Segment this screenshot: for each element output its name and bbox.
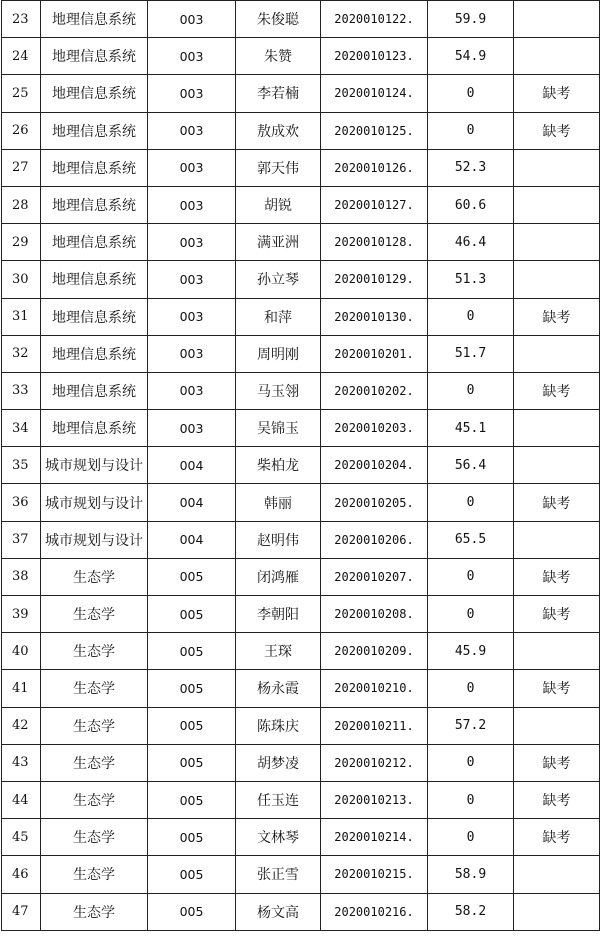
student-name-cell: 王琛 — [236, 633, 321, 670]
subject-code-cell: 005 — [148, 856, 236, 893]
remark-cell: 缺考 — [514, 298, 600, 335]
remark-cell: 缺考 — [514, 744, 600, 781]
row-index-cell: 29 — [2, 224, 41, 261]
subject-code-cell: 004 — [148, 447, 236, 484]
student-name-cell: 郭天伟 — [236, 149, 321, 186]
table-row — [2, 298, 600, 335]
table-row — [2, 484, 600, 521]
exam-ticket-cell: 2020010124. — [321, 75, 428, 112]
subject-cell: 生态学 — [41, 893, 148, 930]
subject-cell: 生态学 — [41, 633, 148, 670]
table-row — [2, 149, 600, 186]
exam-ticket-cell: 2020010213. — [321, 781, 428, 818]
exam-ticket-cell: 2020010202. — [321, 372, 428, 409]
score-cell: 52.3 — [428, 149, 514, 186]
exam-ticket-cell: 2020010207. — [321, 558, 428, 595]
row-index-cell: 35 — [2, 447, 41, 484]
exam-ticket-cell: 2020010130. — [321, 298, 428, 335]
row-index-cell: 33 — [2, 372, 41, 409]
row-index-cell: 44 — [2, 781, 41, 818]
table-row — [2, 856, 600, 893]
remark-cell: 缺考 — [514, 819, 600, 856]
remark-cell — [514, 1, 600, 38]
row-index-cell: 34 — [2, 410, 41, 447]
row-index-cell: 26 — [2, 112, 41, 149]
student-name-cell: 和萍 — [236, 298, 321, 335]
subject-cell: 地理信息系统 — [41, 224, 148, 261]
remark-cell — [514, 410, 600, 447]
student-name-cell: 文林琴 — [236, 819, 321, 856]
exam-ticket-cell: 2020010216. — [321, 893, 428, 930]
row-index-cell: 25 — [2, 75, 41, 112]
student-name-cell: 朱赞 — [236, 38, 321, 75]
exam-ticket-cell: 2020010125. — [321, 112, 428, 149]
remark-cell — [514, 224, 600, 261]
subject-cell: 地理信息系统 — [41, 298, 148, 335]
student-name-cell: 胡梦凌 — [236, 744, 321, 781]
table-row — [2, 521, 600, 558]
student-name-cell: 胡锐 — [236, 186, 321, 223]
row-index-cell: 47 — [2, 893, 41, 930]
subject-code-cell: 003 — [148, 261, 236, 298]
score-cell: 0 — [428, 558, 514, 595]
score-cell: 0 — [428, 744, 514, 781]
row-index-cell: 41 — [2, 670, 41, 707]
subject-cell: 地理信息系统 — [41, 186, 148, 223]
exam-ticket-cell: 2020010127. — [321, 186, 428, 223]
score-cell: 45.9 — [428, 633, 514, 670]
subject-code-cell: 003 — [148, 372, 236, 409]
subject-code-cell: 005 — [148, 670, 236, 707]
subject-code-cell: 003 — [148, 410, 236, 447]
table-row — [2, 261, 600, 298]
row-index-cell: 30 — [2, 261, 41, 298]
student-name-cell: 李若楠 — [236, 75, 321, 112]
student-name-cell: 柴柏龙 — [236, 447, 321, 484]
student-name-cell: 周明刚 — [236, 335, 321, 372]
remark-cell — [514, 149, 600, 186]
remark-cell — [514, 261, 600, 298]
subject-code-cell: 004 — [148, 484, 236, 521]
student-name-cell: 韩丽 — [236, 484, 321, 521]
table-row — [2, 744, 600, 781]
exam-ticket-cell: 2020010214. — [321, 819, 428, 856]
student-name-cell: 闭鸿雁 — [236, 558, 321, 595]
subject-code-cell: 005 — [148, 819, 236, 856]
score-cell: 54.9 — [428, 38, 514, 75]
subject-cell: 地理信息系统 — [41, 112, 148, 149]
row-index-cell: 39 — [2, 596, 41, 633]
remark-cell: 缺考 — [514, 372, 600, 409]
row-index-cell: 28 — [2, 186, 41, 223]
subject-cell: 城市规划与设计 — [41, 521, 148, 558]
row-index-cell: 37 — [2, 521, 41, 558]
remark-cell — [514, 521, 600, 558]
subject-code-cell: 003 — [148, 1, 236, 38]
remark-cell — [514, 893, 600, 930]
subject-code-cell: 005 — [148, 781, 236, 818]
subject-code-cell: 003 — [148, 224, 236, 261]
row-index-cell: 27 — [2, 149, 41, 186]
subject-code-cell: 003 — [148, 298, 236, 335]
row-index-cell: 42 — [2, 707, 41, 744]
student-name-cell: 杨文高 — [236, 893, 321, 930]
row-index-cell: 31 — [2, 298, 41, 335]
table-row — [2, 447, 600, 484]
score-cell: 65.5 — [428, 521, 514, 558]
score-cell: 0 — [428, 484, 514, 521]
subject-cell: 地理信息系统 — [41, 75, 148, 112]
exam-ticket-cell: 2020010208. — [321, 596, 428, 633]
score-cell: 0 — [428, 781, 514, 818]
table-row — [2, 224, 600, 261]
subject-cell: 地理信息系统 — [41, 1, 148, 38]
exam-ticket-cell: 2020010201. — [321, 335, 428, 372]
subject-cell: 生态学 — [41, 596, 148, 633]
remark-cell: 缺考 — [514, 112, 600, 149]
student-name-cell: 陈珠庆 — [236, 707, 321, 744]
subject-code-cell: 004 — [148, 521, 236, 558]
exam-ticket-cell: 2020010211. — [321, 707, 428, 744]
student-name-cell: 孙立琴 — [236, 261, 321, 298]
score-cell: 51.3 — [428, 261, 514, 298]
row-index-cell: 45 — [2, 819, 41, 856]
student-name-cell: 满亚洲 — [236, 224, 321, 261]
subject-code-cell: 005 — [148, 893, 236, 930]
exam-ticket-cell: 2020010129. — [321, 261, 428, 298]
score-cell: 46.4 — [428, 224, 514, 261]
row-index-cell: 38 — [2, 558, 41, 595]
table-row — [2, 781, 600, 818]
score-cell: 60.6 — [428, 186, 514, 223]
subject-cell: 生态学 — [41, 670, 148, 707]
subject-code-cell: 005 — [148, 596, 236, 633]
score-cell: 56.4 — [428, 447, 514, 484]
subject-cell: 生态学 — [41, 856, 148, 893]
remark-cell — [514, 707, 600, 744]
subject-code-cell: 003 — [148, 112, 236, 149]
subject-cell: 地理信息系统 — [41, 335, 148, 372]
subject-code-cell: 005 — [148, 558, 236, 595]
subject-code-cell: 005 — [148, 744, 236, 781]
subject-cell: 生态学 — [41, 558, 148, 595]
table-row — [2, 75, 600, 112]
row-index-cell: 43 — [2, 744, 41, 781]
score-cell: 0 — [428, 75, 514, 112]
table-row — [2, 558, 600, 595]
row-index-cell: 36 — [2, 484, 41, 521]
score-cell: 0 — [428, 372, 514, 409]
table-row — [2, 112, 600, 149]
exam-ticket-cell: 2020010203. — [321, 410, 428, 447]
table-row — [2, 633, 600, 670]
subject-code-cell: 003 — [148, 186, 236, 223]
subject-code-cell: 005 — [148, 633, 236, 670]
table-row — [2, 335, 600, 372]
remark-cell: 缺考 — [514, 484, 600, 521]
subject-cell: 城市规划与设计 — [41, 484, 148, 521]
score-cell: 59.9 — [428, 1, 514, 38]
remark-cell — [514, 186, 600, 223]
remark-cell: 缺考 — [514, 596, 600, 633]
row-index-cell: 32 — [2, 335, 41, 372]
subject-cell: 城市规划与设计 — [41, 447, 148, 484]
subject-code-cell: 003 — [148, 149, 236, 186]
exam-ticket-cell: 2020010206. — [321, 521, 428, 558]
exam-ticket-cell: 2020010128. — [321, 224, 428, 261]
table-row — [2, 819, 600, 856]
table-row — [2, 670, 600, 707]
subject-cell: 生态学 — [41, 744, 148, 781]
remark-cell — [514, 856, 600, 893]
row-index-cell: 24 — [2, 38, 41, 75]
student-name-cell: 杨永霞 — [236, 670, 321, 707]
score-cell: 0 — [428, 819, 514, 856]
student-name-cell: 吴锦玉 — [236, 410, 321, 447]
remark-cell: 缺考 — [514, 670, 600, 707]
subject-cell: 地理信息系统 — [41, 410, 148, 447]
subject-cell: 地理信息系统 — [41, 261, 148, 298]
exam-ticket-cell: 2020010123. — [321, 38, 428, 75]
remark-cell — [514, 447, 600, 484]
table-row — [2, 1, 600, 38]
exam-ticket-cell: 2020010122. — [321, 1, 428, 38]
score-cell: 58.9 — [428, 856, 514, 893]
score-cell: 45.1 — [428, 410, 514, 447]
exam-ticket-cell: 2020010209. — [321, 633, 428, 670]
score-cell: 0 — [428, 298, 514, 335]
row-index-cell: 46 — [2, 856, 41, 893]
remark-cell: 缺考 — [514, 558, 600, 595]
subject-code-cell: 003 — [148, 38, 236, 75]
score-cell: 0 — [428, 670, 514, 707]
score-cell: 51.7 — [428, 335, 514, 372]
subject-code-cell: 003 — [148, 335, 236, 372]
remark-cell: 缺考 — [514, 781, 600, 818]
remark-cell — [514, 38, 600, 75]
student-name-cell: 任玉连 — [236, 781, 321, 818]
remark-cell — [514, 633, 600, 670]
subject-cell: 地理信息系统 — [41, 149, 148, 186]
table-row — [2, 410, 600, 447]
remark-cell: 缺考 — [514, 75, 600, 112]
score-cell: 0 — [428, 112, 514, 149]
score-cell: 0 — [428, 596, 514, 633]
student-name-cell: 马玉翎 — [236, 372, 321, 409]
table-row — [2, 186, 600, 223]
row-index-cell: 40 — [2, 633, 41, 670]
subject-code-cell: 005 — [148, 707, 236, 744]
score-cell: 57.2 — [428, 707, 514, 744]
exam-ticket-cell: 2020010205. — [321, 484, 428, 521]
subject-cell: 生态学 — [41, 707, 148, 744]
table-body — [2, 1, 600, 931]
exam-ticket-cell: 2020010126. — [321, 149, 428, 186]
student-name-cell: 敖成欢 — [236, 112, 321, 149]
score-cell: 58.2 — [428, 893, 514, 930]
exam-ticket-cell: 2020010204. — [321, 447, 428, 484]
remark-cell — [514, 335, 600, 372]
exam-ticket-cell: 2020010215. — [321, 856, 428, 893]
exam-ticket-cell: 2020010212. — [321, 744, 428, 781]
subject-cell: 生态学 — [41, 819, 148, 856]
row-index-cell: 23 — [2, 1, 41, 38]
subject-code-cell: 003 — [148, 75, 236, 112]
student-name-cell: 赵明伟 — [236, 521, 321, 558]
table-row — [2, 372, 600, 409]
table-row — [2, 707, 600, 744]
exam-ticket-cell: 2020010210. — [321, 670, 428, 707]
table-row — [2, 596, 600, 633]
score-table — [1, 0, 600, 931]
student-name-cell: 张正雪 — [236, 856, 321, 893]
subject-cell: 地理信息系统 — [41, 38, 148, 75]
student-name-cell: 朱俊聪 — [236, 1, 321, 38]
student-name-cell: 李朝阳 — [236, 596, 321, 633]
subject-cell: 生态学 — [41, 781, 148, 818]
subject-cell: 地理信息系统 — [41, 372, 148, 409]
table-row — [2, 38, 600, 75]
table-row — [2, 893, 600, 930]
